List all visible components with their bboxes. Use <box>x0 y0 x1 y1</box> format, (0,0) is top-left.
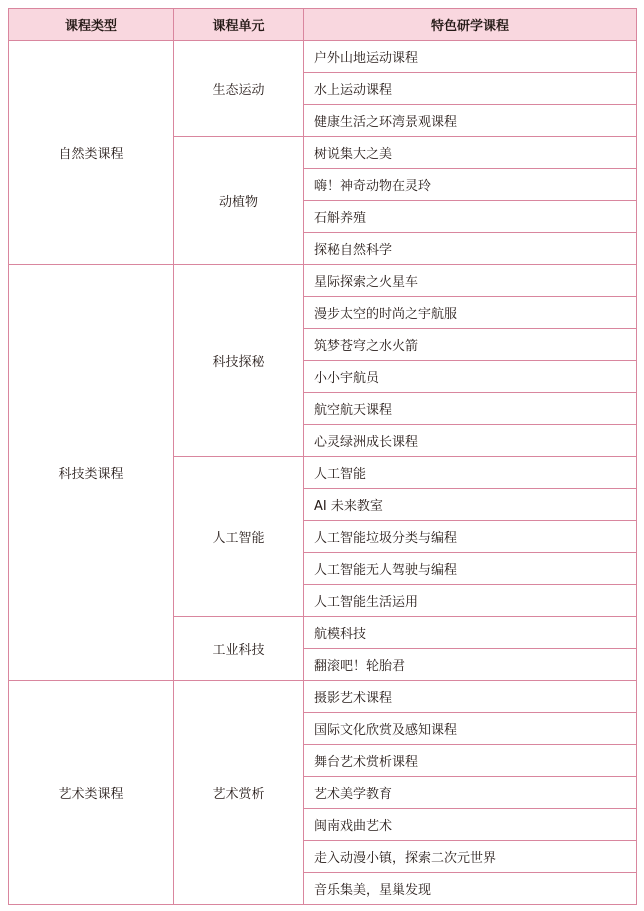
header-course-type: 课程类型 <box>9 9 174 41</box>
featured-course-cell: 探秘自然科学 <box>304 233 637 265</box>
course-unit-cell: 动植物 <box>174 137 304 265</box>
course-unit-cell: 科技探秘 <box>174 265 304 457</box>
featured-course-cell: 心灵绿洲成长课程 <box>304 425 637 457</box>
featured-course-cell: 树说集大之美 <box>304 137 637 169</box>
featured-course-cell: 国际文化欣赏及感知课程 <box>304 713 637 745</box>
header-featured-course: 特色研学课程 <box>304 9 637 41</box>
featured-course-cell: 摄影艺术课程 <box>304 681 637 713</box>
featured-course-cell: 航空航天课程 <box>304 393 637 425</box>
featured-course-cell: 筑梦苍穹之水火箭 <box>304 329 637 361</box>
table-header-row <box>9 9 637 41</box>
featured-course-cell: 漫步太空的时尚之宇航服 <box>304 297 637 329</box>
course-unit-cell: 艺术赏析 <box>174 681 304 905</box>
featured-course-cell: 闽南戏曲艺术 <box>304 809 637 841</box>
featured-course-cell: 水上运动课程 <box>304 73 637 105</box>
featured-course-cell: 嗨！神奇动物在灵玲 <box>304 169 637 201</box>
header-course-unit: 课程单元 <box>174 9 304 41</box>
featured-course-cell: 人工智能 <box>304 457 637 489</box>
featured-course-cell: 星际探索之火星车 <box>304 265 637 297</box>
featured-course-cell: 户外山地运动课程 <box>304 41 637 73</box>
curriculum-table <box>8 8 637 905</box>
featured-course-cell: AI 未来教室 <box>304 489 637 521</box>
course-unit-cell: 工业科技 <box>174 617 304 681</box>
featured-course-cell: 航模科技 <box>304 617 637 649</box>
table-row <box>9 681 637 713</box>
featured-course-cell: 人工智能生活运用 <box>304 585 637 617</box>
featured-course-cell: 人工智能无人驾驶与编程 <box>304 553 637 585</box>
featured-course-cell: 舞台艺术赏析课程 <box>304 745 637 777</box>
course-unit-cell: 生态运动 <box>174 41 304 137</box>
featured-course-cell: 石斛养殖 <box>304 201 637 233</box>
course-type-cell: 自然类课程 <box>9 41 174 265</box>
featured-course-cell: 翻滚吧！轮胎君 <box>304 649 637 681</box>
featured-course-cell: 小小宇航员 <box>304 361 637 393</box>
course-type-cell: 科技类课程 <box>9 265 174 681</box>
featured-course-cell: 人工智能垃圾分类与编程 <box>304 521 637 553</box>
table-body <box>9 41 637 905</box>
table-row <box>9 41 637 73</box>
course-unit-cell: 人工智能 <box>174 457 304 617</box>
featured-course-cell: 健康生活之环湾景观课程 <box>304 105 637 137</box>
course-type-cell: 艺术类课程 <box>9 681 174 905</box>
table-row <box>9 265 637 297</box>
featured-course-cell: 音乐集美，星巢发现 <box>304 873 637 905</box>
featured-course-cell: 走入动漫小镇，探索二次元世界 <box>304 841 637 873</box>
featured-course-cell: 艺术美学教育 <box>304 777 637 809</box>
